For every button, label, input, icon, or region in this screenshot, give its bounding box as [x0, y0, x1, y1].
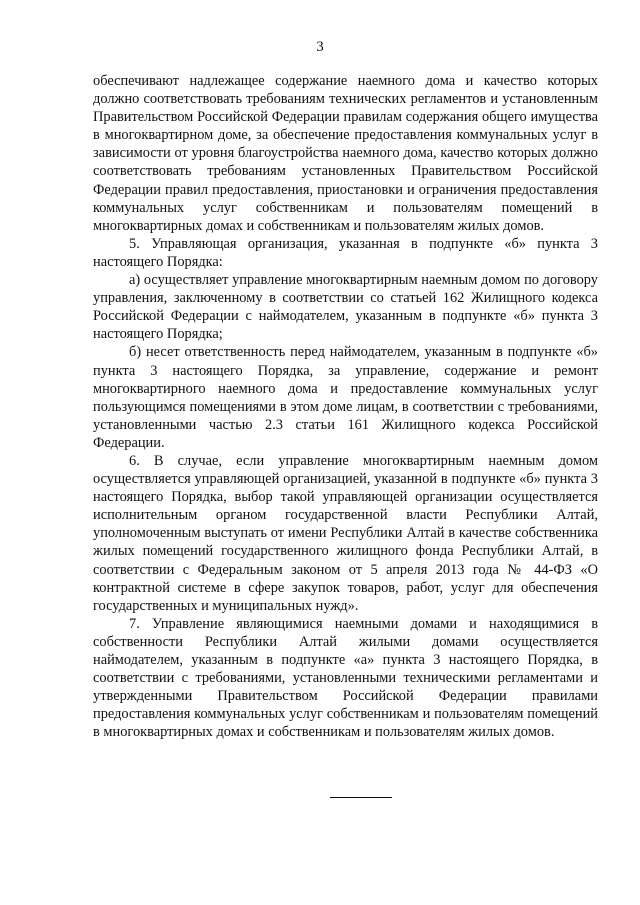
- paragraph-item-7: 7. Управление являющимися наемными домами и находящимися в собственности Республики Алтай жилыми домами осуществляется наймодателем, указанным в подпункте «а» пункта 3 настоящего Порядка, в соответствии с требованиями, установленными техническими регламентами и утвержденными Правительством Российской Федерации правилами предоставления коммунальных услуг собственникам и пользователям помещений в многоквартирных домах и собственникам и пользователям жилых домов.: [93, 615, 598, 741]
- paragraph-item-5a: а) осуществляет управление многоквартирным наемным домом по договору управления, заключенному в соответствии со статьей 162 Жилищного кодекса Российской Федерации с наймодателем, указанным в подпункте «б» пункта 3 настоящего Порядка;: [93, 272, 598, 343]
- paragraph-item-5b: б) несет ответственность перед наймодателем, указанным в подпункте «б» пункта 3 настоящего Порядка, за управление, содержание и ремонт многоквартирного наемного дома и предоставление коммунальных услуг пользующимся помещениями в этом доме лицам, в соответствии с требованиями, установленными частью 2.3 статьи 161 Жилищного кодекса Российской Федерации.: [93, 344, 598, 451]
- document-body: [93, 72, 598, 741]
- paragraph-item-5: 5. Управляющая организация, указанная в подпункте «б» пункта 3 настоящего Порядка:: [93, 235, 598, 270]
- end-of-document-rule: [330, 797, 392, 798]
- page-number: 3: [316, 39, 324, 55]
- paragraph-item-6: 6. В случае, если управление многоквартирным наемным домом осуществляется управляющей организацией, указанной в подпункте «б» пункта 3 настоящего Порядка, выбор такой управляющей организации осуществляется исполнительным органом государственной власти Республики Алтай, уполномоченным выступать от имени Республики Алтай в качестве собственника жилых помещений государственного жилищного фонда Республики Алтай, в соответствии с Федеральным законом от 5 апреля 2013 года № 44-ФЗ «О контрактной системе в сфере закупок товаров, работ, услуг для обеспечения государственных и муниципальных нужд».: [93, 452, 598, 614]
- paragraph-continuation: обеспечивают надлежащее содержание наемного дома и качество которых должно соответствовать требованиям технических регламентов и установленным Правительством Российской Федерации правилам содержания общего имущества в многоквартирном доме, за обеспечение предоставления коммунальных услуг в зависимости от уровня благоустройства наемного дома, качество которых должно соответствовать требованиям установленных Правительством Российской Федерации правил предоставления, приостановки и ограничения предоставления коммунальных услуг собственникам и пользователям помещений в многоквартирных домах и собственникам и пользователям жилых домов.: [93, 73, 598, 234]
